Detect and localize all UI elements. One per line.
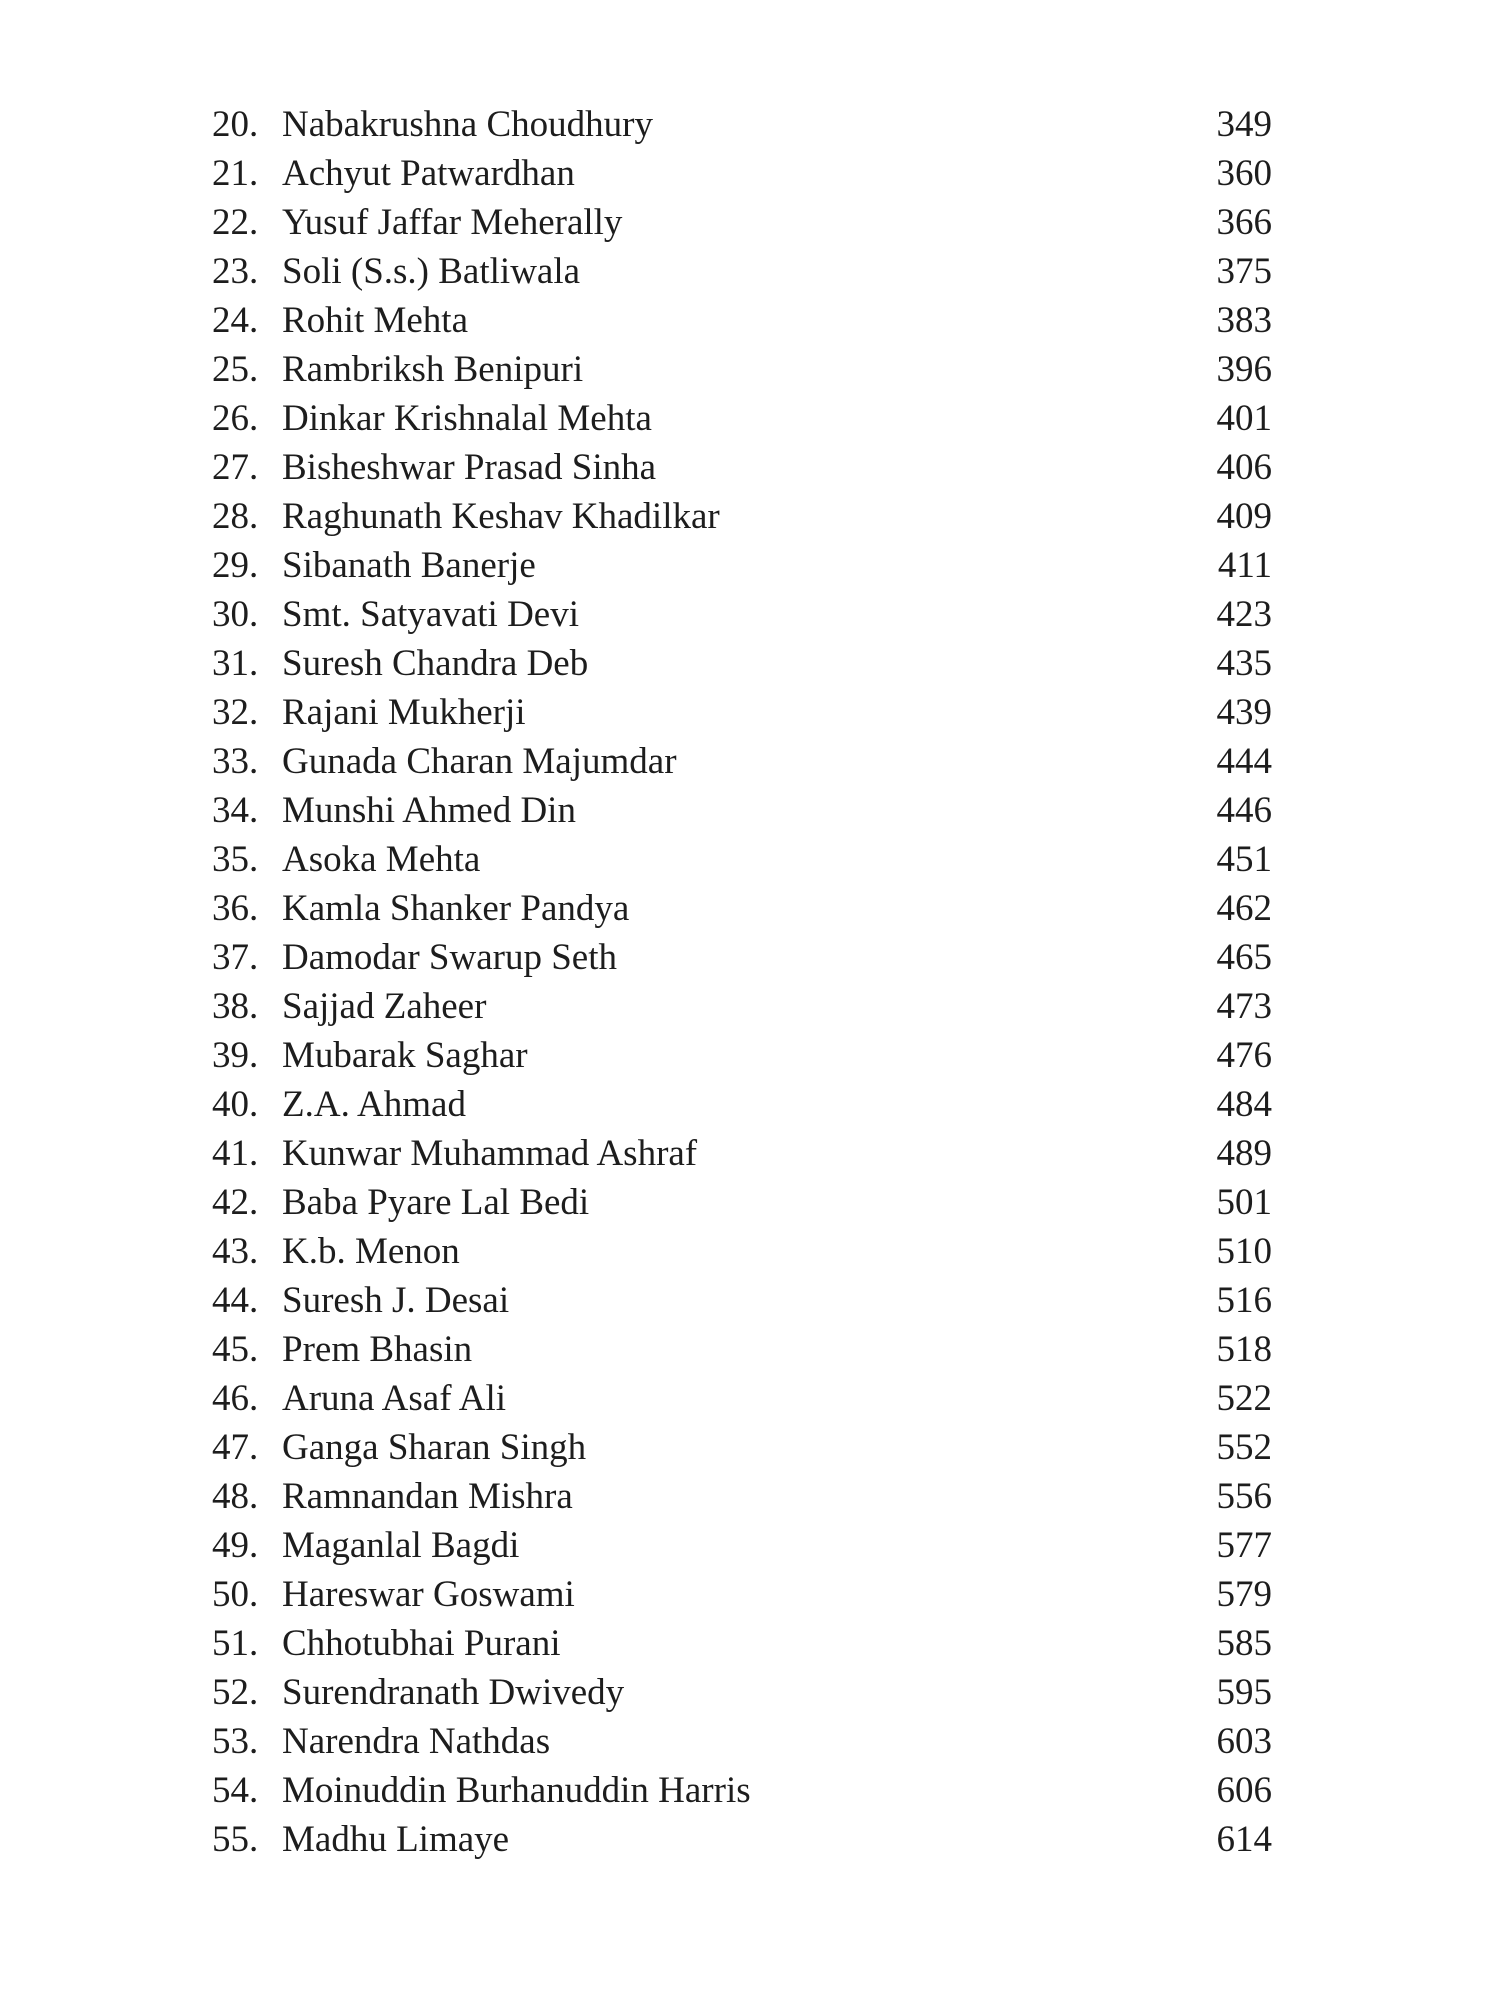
toc-entry-page-number: 516 — [1216, 1280, 1272, 1321]
toc-entry — [212, 492, 1272, 541]
toc-entry-number: 23. — [212, 251, 259, 292]
toc-entry-number: 30. — [212, 594, 259, 635]
toc-entry-page-number: 451 — [1216, 839, 1272, 880]
toc-entry-title: Asoka Mehta — [282, 839, 481, 880]
toc-entry-title: Maganlal Bagdi — [282, 1525, 520, 1566]
toc-entry-page-number: 476 — [1216, 1035, 1272, 1076]
toc-entry-title: Baba Pyare Lal Bedi — [282, 1182, 590, 1223]
toc-entry-title: Damodar Swarup Seth — [282, 937, 617, 978]
toc-entry — [212, 786, 1272, 835]
toc-entry-page-number: 439 — [1216, 692, 1272, 733]
toc-entry — [212, 1717, 1272, 1766]
toc-entry-number: 20. — [212, 104, 259, 145]
toc-entry-number: 36. — [212, 888, 259, 929]
toc-entry-number: 45. — [212, 1329, 259, 1370]
toc-entry-page-number: 406 — [1216, 447, 1272, 488]
toc-entry-title: Achyut Patwardhan — [282, 153, 575, 194]
toc-entry-page-number: 446 — [1216, 790, 1272, 831]
toc-entry-number: 24. — [212, 300, 259, 341]
toc-entry-page-number: 435 — [1216, 643, 1272, 684]
toc-entry — [212, 198, 1272, 247]
toc-entry-page-number: 462 — [1216, 888, 1272, 929]
toc-entry-title: Kamla Shanker Pandya — [282, 888, 630, 929]
toc-entry — [212, 1031, 1272, 1080]
toc-entry-title: Surendranath Dwivedy — [282, 1672, 625, 1713]
toc-entry-title: Gunada Charan Majumdar — [282, 741, 677, 782]
toc-entry — [212, 884, 1272, 933]
toc-entry-number: 26. — [212, 398, 259, 439]
toc-entry — [212, 394, 1272, 443]
toc-entry-page-number: 396 — [1216, 349, 1272, 390]
toc-entry-title: Bisheshwar Prasad Sinha — [282, 447, 657, 488]
toc-entry-number: 35. — [212, 839, 259, 880]
toc-entry — [212, 1521, 1272, 1570]
toc-entry-page-number: 606 — [1216, 1770, 1272, 1811]
toc-entry — [212, 1766, 1272, 1815]
toc-entry-title: Hareswar Goswami — [282, 1574, 575, 1615]
toc-entry-page-number: 484 — [1216, 1084, 1272, 1125]
toc-entry — [212, 1276, 1272, 1325]
toc-entry-number: 38. — [212, 986, 259, 1027]
toc-entry-number: 40. — [212, 1084, 259, 1125]
toc-entry-number: 31. — [212, 643, 259, 684]
toc-entry-title: Yusuf Jaffar Meherally — [282, 202, 623, 243]
toc-entry-title: K.b. Menon — [282, 1231, 460, 1272]
toc-entry — [212, 1423, 1272, 1472]
table-of-contents — [212, 100, 1272, 1864]
toc-entry-page-number: 444 — [1216, 741, 1272, 782]
toc-entry-number: 43. — [212, 1231, 259, 1272]
toc-entry — [212, 1325, 1272, 1374]
toc-entry-title: Raghunath Keshav Khadilkar — [282, 496, 720, 537]
toc-entry — [212, 296, 1272, 345]
toc-entry — [212, 1227, 1272, 1276]
toc-entry-page-number: 423 — [1216, 594, 1272, 635]
toc-entry-page-number: 577 — [1216, 1525, 1272, 1566]
toc-entry-number: 48. — [212, 1476, 259, 1517]
toc-entry-number: 54. — [212, 1770, 259, 1811]
toc-entry-page-number: 556 — [1216, 1476, 1272, 1517]
toc-entry — [212, 1178, 1272, 1227]
toc-entry-title: Rajani Mukherji — [282, 692, 526, 733]
toc-entry — [212, 1570, 1272, 1619]
toc-entry-page-number: 518 — [1216, 1329, 1272, 1370]
toc-entry-number: 51. — [212, 1623, 259, 1664]
toc-entry-number: 41. — [212, 1133, 259, 1174]
toc-entry — [212, 639, 1272, 688]
toc-entry — [212, 1374, 1272, 1423]
toc-entry-title: Kunwar Muhammad Ashraf — [282, 1133, 698, 1174]
toc-entry-number: 25. — [212, 349, 259, 390]
toc-entry — [212, 1619, 1272, 1668]
toc-entry-page-number: 383 — [1216, 300, 1272, 341]
toc-entry — [212, 1080, 1272, 1129]
toc-entry-number: 33. — [212, 741, 259, 782]
toc-entry — [212, 100, 1272, 149]
toc-entry-number: 53. — [212, 1721, 259, 1762]
toc-entry — [212, 835, 1272, 884]
toc-entry-number: 29. — [212, 545, 259, 586]
toc-entry-page-number: 501 — [1216, 1182, 1272, 1223]
toc-entry — [212, 541, 1272, 590]
toc-entry-title: Ramnandan Mishra — [282, 1476, 573, 1517]
toc-entry — [212, 149, 1272, 198]
toc-entry-page-number: 595 — [1216, 1672, 1272, 1713]
toc-entry-page-number: 489 — [1216, 1133, 1272, 1174]
toc-entry-page-number: 585 — [1216, 1623, 1272, 1664]
toc-entry-number: 37. — [212, 937, 259, 978]
toc-entry-page-number: 411 — [1217, 545, 1272, 586]
toc-entry-number: 52. — [212, 1672, 259, 1713]
toc-entry-number: 50. — [212, 1574, 259, 1615]
toc-entry-page-number: 375 — [1216, 251, 1272, 292]
toc-entry-page-number: 401 — [1216, 398, 1272, 439]
toc-entry-page-number: 360 — [1216, 153, 1272, 194]
toc-entry-page-number: 614 — [1216, 1819, 1272, 1860]
toc-entry-title: Narendra Nathdas — [282, 1721, 551, 1762]
toc-entry-number: 21. — [212, 153, 259, 194]
toc-entry-number: 42. — [212, 1182, 259, 1223]
toc-entry-number: 39. — [212, 1035, 259, 1076]
toc-entry-title: Munshi Ahmed Din — [282, 790, 576, 831]
toc-entry-title: Smt. Satyavati Devi — [282, 594, 579, 635]
toc-entry-title: Sibanath Banerje — [282, 545, 536, 586]
toc-entry — [212, 982, 1272, 1031]
toc-entry-page-number: 522 — [1216, 1378, 1272, 1419]
toc-entry — [212, 345, 1272, 394]
toc-entry-page-number: 552 — [1216, 1427, 1272, 1468]
toc-entry-number: 28. — [212, 496, 259, 537]
toc-entry-page-number: 366 — [1216, 202, 1272, 243]
toc-entry-number: 32. — [212, 692, 259, 733]
toc-entry-title: Chhotubhai Purani — [282, 1623, 561, 1664]
toc-entry-number: 49. — [212, 1525, 259, 1566]
toc-entry-title: Aruna Asaf Ali — [282, 1378, 507, 1419]
toc-entry-title: Soli (S.s.) Batliwala — [282, 251, 581, 292]
toc-entry-number: 55. — [212, 1819, 259, 1860]
toc-entry — [212, 933, 1272, 982]
toc-entry-title: Madhu Limaye — [282, 1819, 510, 1860]
toc-entry-page-number: 579 — [1216, 1574, 1272, 1615]
toc-entry-title: Z.A. Ahmad — [282, 1084, 466, 1125]
toc-entry-title: Nabakrushna Choudhury — [282, 104, 653, 145]
toc-entry — [212, 1668, 1272, 1717]
toc-entry — [212, 688, 1272, 737]
toc-entry-title: Rohit Mehta — [282, 300, 469, 341]
toc-entry-page-number: 349 — [1216, 104, 1272, 145]
toc-entry-title: Suresh J. Desai — [282, 1280, 510, 1321]
toc-entry-number: 46. — [212, 1378, 259, 1419]
toc-entry-number: 22. — [212, 202, 259, 243]
toc-entry-title: Moinuddin Burhanuddin Harris — [282, 1770, 751, 1811]
toc-entry-title: Ganga Sharan Singh — [282, 1427, 587, 1468]
toc-entry-title: Rambriksh Benipuri — [282, 349, 584, 390]
toc-entry-title: Suresh Chandra Deb — [282, 643, 589, 684]
toc-entry-title: Sajjad Zaheer — [282, 986, 487, 1027]
toc-entry-page-number: 510 — [1216, 1231, 1272, 1272]
toc-entry-page-number: 465 — [1216, 937, 1272, 978]
toc-entry — [212, 247, 1272, 296]
toc-entry-number: 27. — [212, 447, 259, 488]
toc-entry — [212, 443, 1272, 492]
toc-entry-title: Mubarak Saghar — [282, 1035, 528, 1076]
toc-entry — [212, 1815, 1272, 1864]
toc-entry-title: Dinkar Krishnalal Mehta — [282, 398, 652, 439]
toc-entry-page-number: 409 — [1216, 496, 1272, 537]
toc-entry-page-number: 603 — [1216, 1721, 1272, 1762]
toc-entry-page-number: 473 — [1216, 986, 1272, 1027]
toc-entry-number: 47. — [212, 1427, 259, 1468]
toc-entry — [212, 590, 1272, 639]
toc-entry — [212, 1472, 1272, 1521]
toc-entry-number: 44. — [212, 1280, 259, 1321]
toc-entry — [212, 737, 1272, 786]
toc-entry-title: Prem Bhasin — [282, 1329, 473, 1370]
toc-entry — [212, 1129, 1272, 1178]
toc-entry-number: 34. — [212, 790, 259, 831]
